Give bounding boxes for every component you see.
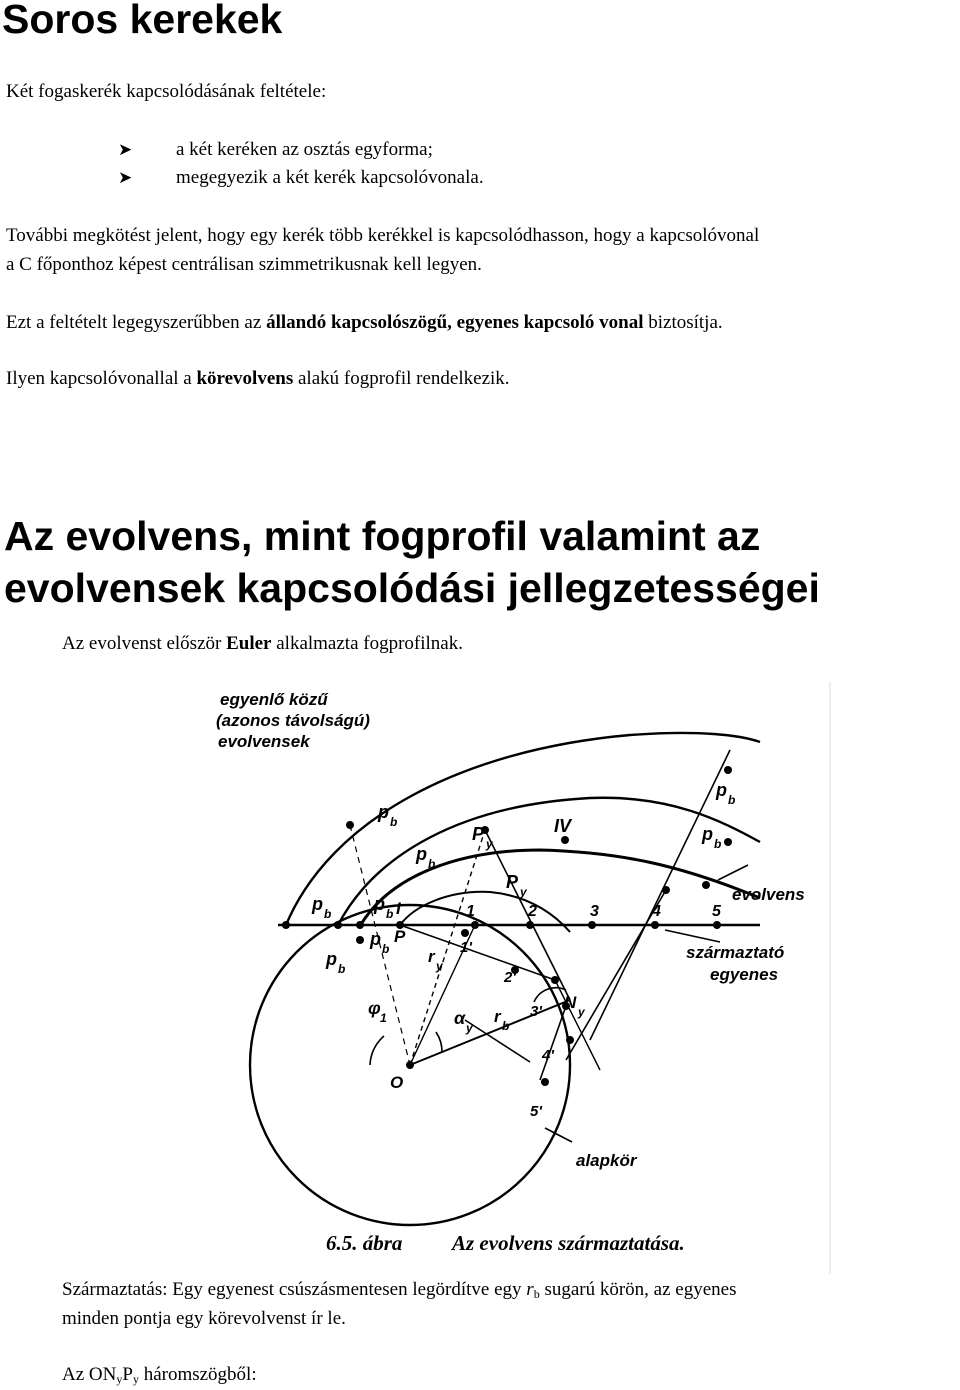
pb-label: p: [326, 949, 337, 969]
figure-caption: [326, 1231, 685, 1255]
bullet-text: megegyezik a két kerék kapcsolóvonala.: [176, 167, 484, 188]
variable-text: r: [526, 1279, 534, 1300]
text-run: alkalmazta fogprofilnak.: [271, 633, 463, 654]
point-number: 2': [504, 969, 516, 986]
figure-label: evolvensek: [218, 732, 310, 751]
construction-line: [400, 925, 555, 980]
paragraph-line: a C főponthoz képest centrálisan szimmetrikusnak kell legyen.: [6, 254, 482, 275]
angle-arc: [370, 1036, 384, 1065]
point-number: 4': [542, 1047, 554, 1064]
figure-label: egyenes: [710, 965, 779, 984]
emphasis-text: körevolvens: [196, 368, 294, 389]
paragraph-line: [62, 1279, 736, 1301]
point-number: 4: [652, 903, 661, 920]
point-number: 1': [460, 939, 472, 956]
paragraph-line: További megkötést jelent, hogy egy kerék több kerékkel is kapcsolódhasson, hogy a kapcsolóvonal: [6, 225, 760, 246]
subscript-text: b: [533, 1287, 540, 1301]
phi-label: φ: [368, 998, 381, 1018]
paragraph-line: minden pontja egy körevolvenst ír le.: [62, 1308, 346, 1329]
point-number: 3: [590, 903, 599, 920]
text-run: biztosítja.: [643, 312, 723, 333]
ry-label: r: [428, 947, 435, 966]
construction-line: [540, 1006, 566, 1080]
pb-sub-label: b: [324, 907, 332, 921]
figure-label: alapkör: [576, 1151, 637, 1170]
pb-sub-label: b: [714, 837, 722, 851]
construction-line: [555, 980, 600, 1070]
involute-diagram: [200, 680, 832, 1276]
arrow-bullet-icon: ➤: [118, 168, 133, 187]
caption-number: 6.5. ábra: [326, 1231, 403, 1255]
text-run: P: [122, 1364, 133, 1385]
text-run: Az evolvenst először: [62, 633, 227, 654]
pb-label: p: [416, 844, 427, 864]
paragraph: [62, 633, 463, 655]
angle-arc: [436, 1032, 442, 1052]
construction-line: [410, 830, 485, 1065]
leader-line: [718, 865, 748, 880]
point-number: 1: [466, 903, 475, 920]
point-number: 2: [528, 903, 537, 920]
text-run: háromszögből:: [138, 1364, 257, 1385]
pb-sub-label: b: [428, 857, 436, 871]
pb-label: p: [716, 780, 727, 800]
pb-sub-label: b: [386, 907, 394, 921]
text-run: Az ON: [62, 1364, 117, 1385]
roman-label: IV: [554, 816, 572, 836]
figure-label: evolvens: [732, 885, 805, 904]
pb-sub-label: b: [390, 815, 398, 829]
pb-label: p: [702, 824, 713, 844]
emphasis-text: Euler: [226, 633, 272, 654]
caption-text: Az evolvens származtatása.: [452, 1231, 685, 1255]
pb-sub-label: b: [728, 793, 736, 807]
alpha-label: α: [454, 1008, 466, 1028]
leader-line: [665, 930, 720, 942]
rb-sub-label: b: [502, 1019, 510, 1033]
text-run: Ilyen kapcsolóvonallal a: [6, 368, 197, 389]
py-sub-label: y: [486, 837, 493, 851]
point-number: 5: [712, 903, 721, 920]
bullet-item: [118, 139, 433, 161]
ny-label: N: [564, 993, 577, 1012]
figure-label: egyenlő közű: [220, 690, 328, 709]
py-sub-label: y: [520, 885, 527, 899]
py-label: P: [472, 824, 485, 844]
subscript-text: y: [116, 1372, 123, 1386]
pb-sub-label: b: [338, 962, 346, 976]
point-number: 5': [530, 1103, 542, 1120]
bullet-text: a két keréken az osztás egyforma;: [176, 139, 433, 160]
arrow-bullet-icon: ➤: [118, 140, 133, 159]
pb-label: p: [370, 929, 381, 949]
page-title: Soros kerekek: [2, 0, 283, 42]
alpha-sub-label: y: [466, 1021, 473, 1035]
pb-label: p: [312, 894, 323, 914]
point-label: P: [394, 927, 406, 946]
section-heading-line: evolvensek kapcsolódási jellegzetességei: [4, 565, 820, 611]
py-label: P: [506, 872, 519, 892]
point-label: O: [390, 1073, 404, 1092]
pb-sub-label: b: [382, 942, 390, 956]
rb-label: r: [494, 1007, 501, 1026]
intro-text: Két fogaskerék kapcsolódásának feltétele:: [6, 81, 327, 102]
paragraph: [6, 368, 510, 390]
paragraph: [6, 312, 723, 334]
pb-label: p: [378, 802, 389, 822]
ry-sub-label: y: [436, 959, 443, 973]
pb-label: p: [374, 894, 385, 914]
roman-label: I: [396, 899, 401, 918]
ny-sub-label: y: [578, 1005, 585, 1019]
text-run: Ezt a feltételt legegyszerűbben az: [6, 312, 267, 333]
figure-label: származtató: [686, 943, 785, 962]
emphasis-text: állandó kapcsolószögű, egyenes kapcsoló vonal: [266, 312, 644, 333]
point-number: 3': [530, 1003, 542, 1020]
text-run: sugarú körön, az egyenes: [539, 1279, 737, 1300]
subscript-text: y: [132, 1372, 139, 1386]
phi-sub-label: 1: [380, 1011, 387, 1025]
bullet-item: [118, 167, 484, 189]
construction-line: [590, 750, 730, 1040]
section-heading-line: Az evolvens, mint fogprofil valamint az: [4, 513, 761, 559]
involute-figure: [200, 680, 832, 1276]
figure-label: (azonos távolságú): [216, 711, 370, 730]
construction-line: [465, 1020, 530, 1062]
leader-line: [545, 1128, 572, 1142]
text-run: Származtatás: Egy egyenest csúszásmentesen legördítve egy: [62, 1279, 527, 1300]
text-run: alakú fogprofil rendelkezik.: [293, 368, 510, 389]
construction-line: [566, 890, 666, 1060]
paragraph-line: [62, 1364, 257, 1386]
